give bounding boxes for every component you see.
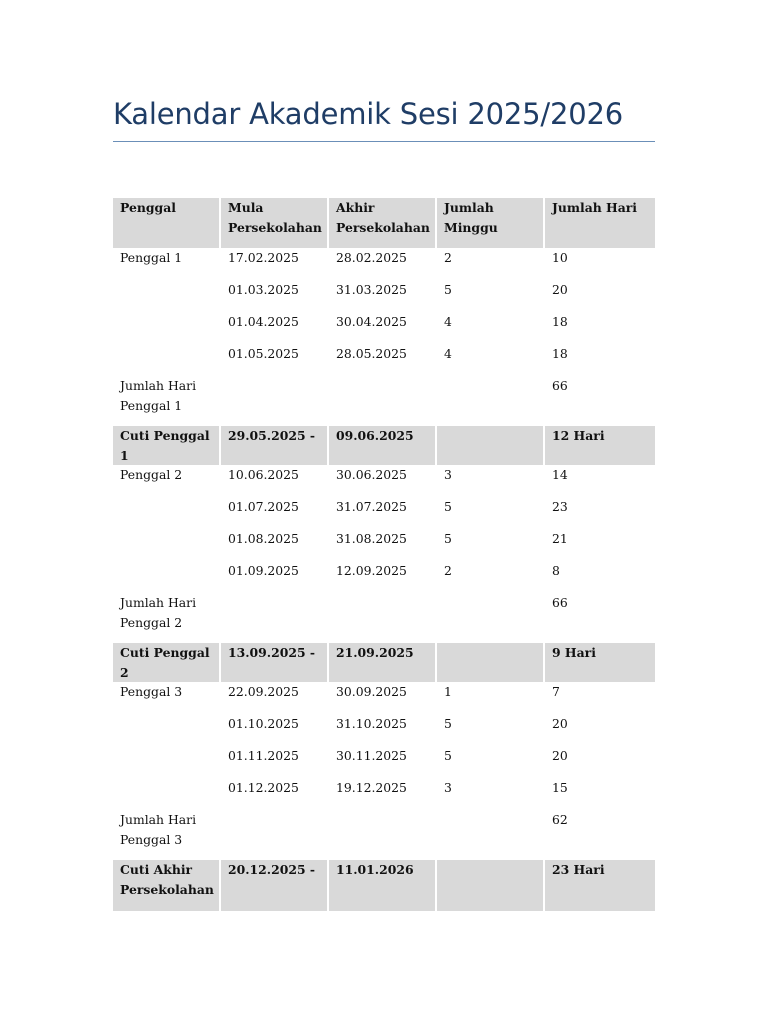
days-cell: 12 Hari bbox=[545, 426, 655, 465]
title-divider bbox=[113, 141, 655, 142]
page-title: Kalendar Akademik Sesi 2025/2026 bbox=[113, 97, 623, 131]
days-cell: 20 bbox=[552, 716, 568, 731]
academic-calendar-table bbox=[113, 198, 655, 911]
term-cell bbox=[113, 746, 221, 778]
table-row bbox=[113, 280, 655, 312]
start-date-cell: 20.12.2025 - bbox=[221, 860, 329, 911]
start-date-cell: 01.09.2025 bbox=[228, 563, 299, 578]
weeks-cell: 1 bbox=[444, 684, 452, 699]
weeks-cell bbox=[437, 810, 545, 860]
end-date-cell: 11.01.2026 bbox=[329, 860, 437, 911]
start-date-cell: 01.11.2025 bbox=[228, 748, 299, 763]
weeks-cell bbox=[437, 643, 545, 682]
weeks-cell: 2 bbox=[444, 250, 452, 265]
table-row bbox=[113, 746, 655, 778]
days-cell: 14 bbox=[552, 467, 568, 482]
days-cell: 20 bbox=[552, 282, 568, 297]
weeks-cell: 4 bbox=[444, 314, 452, 329]
weeks-cell bbox=[437, 593, 545, 643]
end-date-cell: 30.06.2025 bbox=[336, 467, 407, 482]
table-row bbox=[113, 778, 655, 810]
term-cell: Penggal 1 bbox=[120, 250, 183, 265]
table-row bbox=[113, 344, 655, 376]
end-date-cell bbox=[329, 593, 437, 643]
weeks-cell bbox=[437, 860, 545, 911]
weeks-cell: 3 bbox=[444, 467, 452, 482]
term-cell bbox=[113, 344, 221, 376]
header-penggal: Penggal bbox=[113, 198, 221, 248]
term-cell: Penggal 3 bbox=[120, 684, 183, 699]
header-akhir-persekolahan: Akhir Persekolahan bbox=[329, 198, 437, 248]
days-cell: 18 bbox=[552, 346, 568, 361]
start-date-cell: 01.03.2025 bbox=[228, 282, 299, 297]
start-date-cell bbox=[221, 810, 329, 860]
table-row bbox=[113, 248, 655, 280]
header-jumlah-minggu: Jumlah Minggu bbox=[437, 198, 545, 248]
weeks-cell: 5 bbox=[444, 499, 452, 514]
table-header-row bbox=[113, 198, 655, 248]
term-cell bbox=[113, 280, 221, 312]
days-cell: 10 bbox=[552, 250, 568, 265]
start-date-cell: 01.08.2025 bbox=[228, 531, 299, 546]
weeks-cell: 5 bbox=[444, 716, 452, 731]
table-row bbox=[113, 682, 655, 714]
table-row bbox=[113, 529, 655, 561]
term-cell: Jumlah Hari Penggal 2 bbox=[120, 595, 197, 630]
weeks-cell: 4 bbox=[444, 346, 452, 361]
days-cell: 23 bbox=[552, 499, 568, 514]
term-cell bbox=[113, 497, 221, 529]
days-cell: 20 bbox=[552, 748, 568, 763]
term-cell bbox=[113, 714, 221, 746]
term-cell: Cuti Penggal 2 bbox=[113, 643, 221, 682]
start-date-cell: 01.07.2025 bbox=[228, 499, 299, 514]
table-row bbox=[113, 465, 655, 497]
table-row bbox=[113, 497, 655, 529]
header-jumlah-hari: Jumlah Hari bbox=[545, 198, 655, 248]
end-date-cell: 19.12.2025 bbox=[336, 780, 407, 795]
end-date-cell: 30.04.2025 bbox=[336, 314, 407, 329]
table-row bbox=[113, 561, 655, 593]
weeks-cell: 5 bbox=[444, 282, 452, 297]
term-total-row bbox=[113, 810, 655, 860]
days-cell: 7 bbox=[552, 684, 560, 699]
weeks-cell bbox=[437, 426, 545, 465]
weeks-cell: 5 bbox=[444, 748, 452, 763]
weeks-cell: 3 bbox=[444, 780, 452, 795]
days-cell: 23 Hari bbox=[545, 860, 655, 911]
end-date-cell bbox=[329, 810, 437, 860]
term-total-row bbox=[113, 376, 655, 426]
document-page bbox=[113, 94, 655, 911]
term-cell bbox=[113, 778, 221, 810]
table-row bbox=[113, 714, 655, 746]
start-date-cell bbox=[221, 593, 329, 643]
start-date-cell: 13.09.2025 - bbox=[221, 643, 329, 682]
days-cell: 21 bbox=[552, 531, 568, 546]
term-cell bbox=[113, 529, 221, 561]
end-date-cell: 31.03.2025 bbox=[336, 282, 407, 297]
days-cell: 18 bbox=[552, 314, 568, 329]
end-date-cell bbox=[329, 376, 437, 426]
holiday-row bbox=[113, 860, 655, 911]
term-cell bbox=[113, 561, 221, 593]
days-cell: 15 bbox=[552, 780, 568, 795]
end-date-cell: 28.02.2025 bbox=[336, 250, 407, 265]
term-cell: Cuti Akhir Persekolahan bbox=[113, 860, 221, 911]
start-date-cell: 01.04.2025 bbox=[228, 314, 299, 329]
term-cell: Cuti Penggal 1 bbox=[113, 426, 221, 465]
days-cell: 66 bbox=[552, 595, 568, 610]
start-date-cell: 22.09.2025 bbox=[228, 684, 299, 699]
end-date-cell: 28.05.2025 bbox=[336, 346, 407, 361]
start-date-cell: 01.05.2025 bbox=[228, 346, 299, 361]
weeks-cell: 2 bbox=[444, 563, 452, 578]
table-row bbox=[113, 312, 655, 344]
end-date-cell: 21.09.2025 bbox=[329, 643, 437, 682]
end-date-cell: 30.11.2025 bbox=[336, 748, 407, 763]
days-cell: 8 bbox=[552, 563, 560, 578]
term-cell bbox=[113, 312, 221, 344]
weeks-cell: 5 bbox=[444, 531, 452, 546]
end-date-cell: 31.07.2025 bbox=[336, 499, 407, 514]
start-date-cell: 29.05.2025 - bbox=[221, 426, 329, 465]
header-mula-persekolahan: Mula Persekolahan bbox=[221, 198, 329, 248]
holiday-row bbox=[113, 643, 655, 682]
term-cell: Jumlah Hari Penggal 3 bbox=[120, 812, 197, 847]
holiday-row bbox=[113, 426, 655, 465]
end-date-cell: 30.09.2025 bbox=[336, 684, 407, 699]
start-date-cell: 01.12.2025 bbox=[228, 780, 299, 795]
table-body bbox=[113, 248, 655, 911]
end-date-cell: 09.06.2025 bbox=[329, 426, 437, 465]
start-date-cell: 01.10.2025 bbox=[228, 716, 299, 731]
days-cell: 62 bbox=[552, 812, 568, 827]
days-cell: 9 Hari bbox=[545, 643, 655, 682]
end-date-cell: 31.08.2025 bbox=[336, 531, 407, 546]
start-date-cell: 17.02.2025 bbox=[228, 250, 299, 265]
weeks-cell bbox=[437, 376, 545, 426]
start-date-cell bbox=[221, 376, 329, 426]
end-date-cell: 31.10.2025 bbox=[336, 716, 407, 731]
term-cell: Jumlah Hari Penggal 1 bbox=[120, 378, 197, 413]
term-total-row bbox=[113, 593, 655, 643]
days-cell: 66 bbox=[552, 378, 568, 393]
end-date-cell: 12.09.2025 bbox=[336, 563, 407, 578]
term-cell: Penggal 2 bbox=[120, 467, 183, 482]
start-date-cell: 10.06.2025 bbox=[228, 467, 299, 482]
